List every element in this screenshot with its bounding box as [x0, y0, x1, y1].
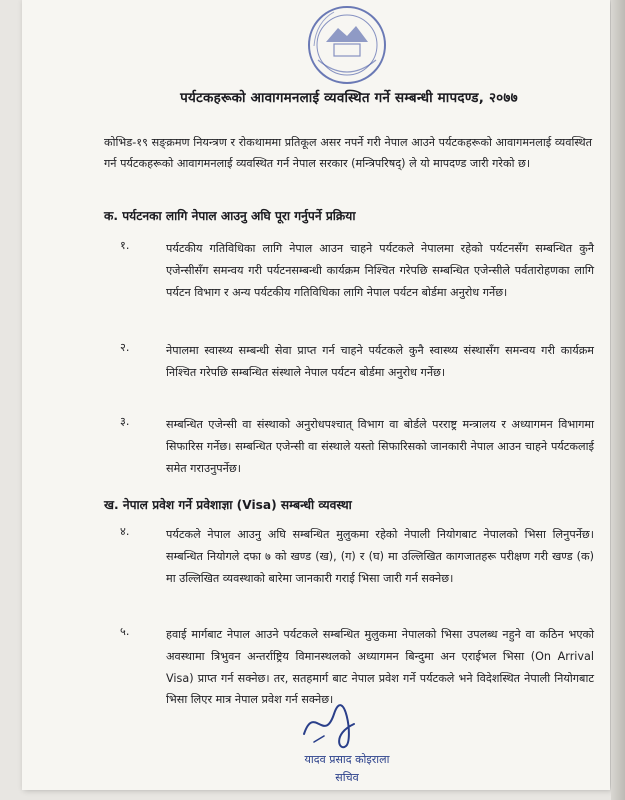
document-page [22, 0, 610, 790]
section-heading-b: ख. नेपाल प्रवेश गर्ने प्रवेशाज्ञा (Visa) सम्बन्धी व्यवस्था [104, 498, 352, 512]
section-heading-a: क. पर्यटनका लागि नेपाल आउनु अघि पूरा गर्नुपर्ने प्रक्रिया [104, 209, 356, 223]
item-text: पर्यटकीय गतिविधिका लागि नेपाल आउन चाहने पर्यटकले नेपालमा रहेको पर्यटनसँग सम्बन्धित कुनै एजेन्सीसँग समन्वय गरी पर्यटनसम्बन्धी कार्यक्रम निश्चित गरेपछि सम्बन्धित एजेन्सीले पर्वतारोहणका लागि पर्यटन विभाग र अन्य पर्यटकीय गतिविधिका लागि नेपाल पर्यटन बोर्डमा अनुरोध गर्नेछ। [166, 242, 594, 299]
government-seal-icon [304, 2, 390, 88]
item-number: ५. [120, 625, 130, 638]
list-item [120, 414, 594, 479]
document-title: पर्यटकहरूको आवागमनलाई व्यवस्थित गर्ने सम्बन्धी मापदण्ड, २०७७ [180, 90, 518, 106]
item-text: हवाई मार्गबाट नेपाल आउने पर्यटकले सम्बन्धित मुलुकमा नेपालको भिसा उपलब्ध नहुने वा कठिन भएको अवस्थामा त्रिभुवन अन्तर्राष्ट्रिय विमानस्थलको अध्यागमन बिन्दुमा अन एराईभल भिसा (On Arrival Visa) प्राप्त गर्न सक्नेछ। तर, सतहमार्ग बाट नेपाल प्रवेश गर्ने पर्यटकले भने विदेशस्थित नेपाली नियोगबाट भिसा लिएर मात्र नेपाल प्रवेश गर्न सक्नेछ। [166, 628, 594, 707]
signer-name: यादव प्रसाद कोइराला [304, 753, 390, 766]
list-item [120, 340, 594, 384]
list-item [120, 238, 594, 303]
item-text: नेपालमा स्वास्थ्य सम्बन्धी सेवा प्राप्त गर्न चाहने पर्यटकले कुनै स्वास्थ्य संस्थासँग समन्वय गरी कार्यक्रम निश्चित गरेपछि सम्बन्धित संस्थाले नेपाल पर्यटन बोर्डमा अनुरोध गर्नेछ। [166, 344, 594, 379]
item-text: पर्यटकले नेपाल आउनु अघि सम्बन्धित मुलुकमा रहेको नेपाली नियोगबाट नेपालको भिसा लिनुपर्नेछ। सम्बन्धित नियोगले दफा ७ को खण्ड (ख), (ग) र (घ) मा उल्लिखित कागजातहरू परीक्षण गरी खण्ड (क) मा उल्लिखित व्यवस्थाको बारेमा जानकारी गराई भिसा जारी गर्न सक्नेछ। [166, 528, 594, 585]
signature-mark [284, 694, 404, 754]
item-text: सम्बन्धित एजेन्सी वा संस्थाको अनुरोधपश्चात् विभाग वा बोर्डले परराष्ट्र मन्त्रालय र अध्यागमन विभागमा सिफारिस गर्नेछ। सम्बन्धित एजेन्सी वा संस्थाले यस्तो सिफारिसको जानकारी नेपाल आउन चाहने पर्यटकलाई समेत गराउनुपर्नेछ। [166, 418, 594, 475]
list-item [120, 524, 594, 589]
item-number: ३. [120, 415, 130, 428]
scan-edge-shadow [611, 0, 625, 800]
item-number: १. [120, 239, 130, 252]
item-number: २. [120, 341, 130, 354]
signer-title: सचिव [335, 771, 359, 784]
intro-paragraph: कोभिड-१९ सङ्क्रमण नियन्त्रण र रोकथाममा प्रतिकूल असर नपर्ने गरी नेपाल आउने पर्यटकहरूको आवागमनलाई व्यवस्थित गर्न पर्यटकहरूको आवागमनलाई व्यवस्थित गर्न नेपाल सरकार (मन्त्रिपरिषद्) ले यो मापदण्ड जारी गरेको छ। [104, 136, 592, 170]
item-number: ४. [120, 525, 130, 538]
